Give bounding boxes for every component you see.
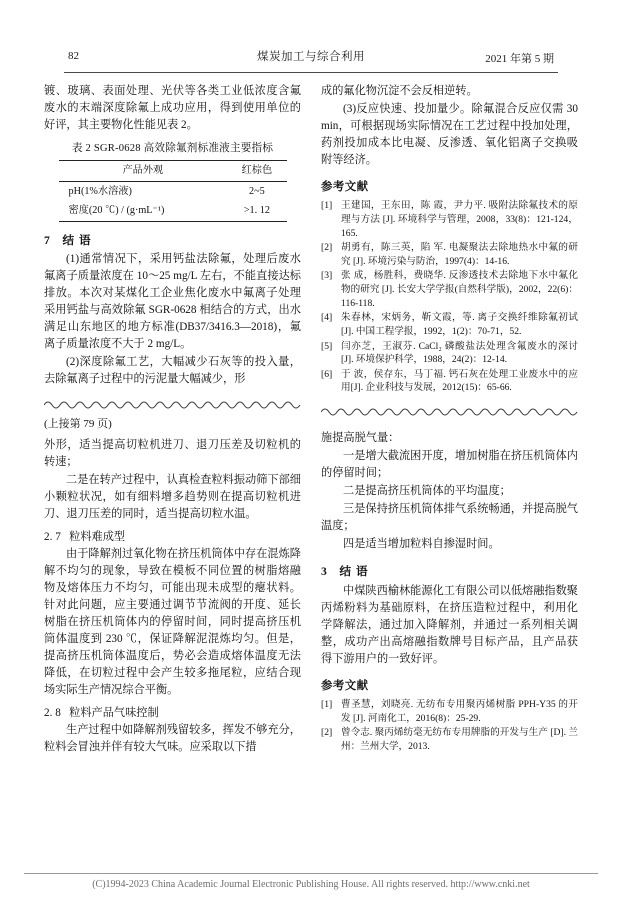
reference-text: 王建国，王东田，陈 霞，尹力平. 吸附法除氟技术的原理与方法 [J]. 环境科学与管理，2008，33(8)：121-124，165.: [341, 200, 578, 239]
references-heading: 参考文献: [321, 181, 369, 194]
reference-text: 曹圣慧，刘晓亮. 无纺布专用聚丙烯树脂 PPH-Y35 的开发 [J]. 河南化工，2016(8)：25-29.: [341, 699, 578, 724]
section-heading-conclusion: [44, 232, 301, 250]
reference-number: [5]: [321, 340, 333, 352]
wave-divider-icon: [44, 398, 301, 410]
section-title: 结 语: [339, 565, 369, 579]
reference-text: 闫亦芝，王淑芬. CaCl₂ 磷酸盐法处理含氟废水的深讨 [J]. 环境保护科学，1988，24(2)：12-14.: [341, 340, 578, 366]
continued-line-4: 三是保持挤压机筒体排气系统畅通，并提高脱气温度；: [321, 503, 578, 533]
reference-text: 朱春林，宋炳务，靳文霞，等. 离子交换纤维除氟初试 [J]. 中国工程学报，1992，1(2)：70-71，52.: [341, 312, 578, 337]
running-head: [44, 48, 578, 70]
table-header-row: [59, 161, 287, 182]
footer-divider: [24, 873, 598, 874]
conclusion-item-1: (1)通常情况下，采用钙盐法除氟，处理后废水氟离子质量浓度在 10～25 mg/L 左右，不能直接达标排放。本次对某煤化工企业焦化废水中氟离子处理采用钙盐与高效除氟 SGR-0628 相结合的方式，出水满足山东地区的地方标准(DB37/3416.3—2018)，氟离子质量浓度不大于 2 mg/L。: [44, 253, 301, 351]
subsection-heading-2-7: [44, 529, 301, 546]
document-page: [0, 48, 622, 904]
article-divider: [321, 405, 578, 417]
table-cell: >1. 12: [227, 201, 286, 221]
reference-item: [321, 698, 578, 725]
reference-number: [1]: [321, 699, 333, 711]
continued-line-5: 四是适当增加粒料自掺湿时间。: [343, 538, 500, 551]
reference-item: [321, 726, 578, 753]
table-caption: 表 2 SGR-0628 高效除氟剂标准液主要指标: [71, 143, 274, 155]
table-header-cell-0: 产品外观: [59, 161, 228, 182]
table-row: [59, 181, 287, 201]
continued-paragraph-2: 二是在转产过程中，认真检查粒料振动筛下部细小颗粒状况，如有细料增多趋势则在提高切粒机进刀、退刀压差的同时，适当提高切粒水温。: [44, 474, 301, 521]
left-column: [44, 83, 301, 757]
conclusion-body: 中煤陕西榆林能源化工有限公司以低熔融指数聚丙烯粉料为基础原料，在挤压造粒过程中，利用化学降解法，通过加入降解剂，并通过一系列相关调整，成功产出高熔融指数牌号目标产品，且产品获得下游用户的一致好评。: [321, 584, 578, 665]
copyright-text: (C)1994-2023 China Academic Journal Electronic Publishing House. All rights reserved. http://www.cnki.net: [92, 879, 530, 890]
continued-line-1: 施提高脱气量：: [321, 431, 400, 444]
right-column: [321, 83, 578, 757]
reference-number: [6]: [321, 368, 333, 380]
reference-item: [321, 241, 578, 268]
reference-item: [321, 199, 578, 240]
wave-divider-icon: [321, 405, 578, 417]
references-list: [321, 199, 578, 395]
table-cell: 密度(20 ℃) / (g·mL⁻¹): [59, 201, 228, 221]
subsection-title: 粒料产品气味控制: [69, 707, 159, 720]
reference-item: [321, 368, 578, 395]
spec-table: [59, 160, 287, 222]
reference-text: 曾令志. 聚丙烯纺毫无纺布专用牌脂的开发与生产 [D]. 兰州：兰州大学，2013.: [341, 727, 578, 752]
table-header-cell-1: 红棕色: [227, 161, 286, 182]
table-cell: pH(1%水溶液): [68, 185, 132, 197]
reference-number: [3]: [321, 270, 333, 282]
reference-number: [2]: [321, 242, 333, 254]
right-top-paragraph: 成的氟化物沉淀不会反相逆转。: [321, 85, 478, 97]
reference-item: [321, 311, 578, 338]
continued-from-note: (上接第 79 页): [44, 418, 112, 431]
issue-label: 2021 年第 5 期: [485, 53, 554, 65]
reference-number: [4]: [321, 312, 333, 324]
left-top-paragraph: 镀、玻璃、表面处理、光伏等各类工业低浓度含氟废水的末端深度除氟上成功应用，得到使用单位的好评，其主要物化性能见表 2。: [44, 85, 301, 132]
reference-item: [321, 269, 578, 310]
continued-paragraph-1: 外形，适当提高切粒机进刀、退刀压差及切粒机的转速；: [44, 439, 301, 469]
subsection-title: 粒料难成型: [69, 531, 126, 544]
subsection-number: 2. 8: [44, 707, 61, 720]
subsection-number: 2. 7: [44, 531, 61, 544]
section-number: 7: [44, 233, 51, 247]
two-column-body: [44, 83, 578, 757]
reference-item: [321, 340, 578, 367]
table-row: [59, 201, 287, 221]
reference-number: [2]: [321, 727, 333, 739]
subsection-body-2-8: 生产过程中如降解剂残留较多，挥发不够充分，粒料会冒浊并伴有较大气味。应采取以下措: [44, 724, 301, 754]
continued-line-3: 二是提高挤压机筒体的平均温度；: [343, 484, 511, 497]
reference-number: [1]: [321, 200, 333, 212]
article-divider: [44, 398, 301, 410]
footer: [0, 873, 622, 890]
header-divider: [64, 72, 558, 73]
reference-text: 胡勇有，陈三英，陷 军. 电凝聚法去除地热水中氟的研究 [J]. 环境污染与防治，1997(4)：14-16.: [341, 242, 578, 267]
reference-text: 张 成，杨胜科，费晓华. 反渗透技术去除地下水中氟化物的研究 [J]. 长安大学学报(自然科学版)，2002，22(6)：116-118.: [341, 270, 578, 309]
continued-line-2: 一是增大截流困开度，增加树脂在挤压机筒体内的停留时间；: [321, 449, 578, 479]
conclusion-item-2: (2)深度除氟工艺，大幅减少石灰等的投入量，去除氟离子过程中的污泥量大幅减少，形: [44, 356, 301, 386]
reference-text: 于 波，侯存东，马丁福. 钙石灰在处理工业废水中的应用[J]. 企业科技与发展，2012(15)：65-66.: [341, 368, 578, 394]
section-heading-conclusion-2: [321, 563, 578, 581]
references-list-2: [321, 698, 578, 753]
section-number: 3: [321, 565, 328, 579]
conclusion-item-3: (3)反应快速、投加量少。除氟混合反应仅需 30 min，可根据现场实际情况在工艺过程中投加处理，药剂投加成本比电凝、反渗透、氧化铝离子交换吸附等经济。: [321, 103, 578, 167]
journal-title: 煤炭加工与综合利用: [257, 51, 365, 63]
page-number: 82: [68, 50, 79, 62]
section-title: 结 语: [62, 233, 92, 247]
table-cell: 2~5: [249, 185, 265, 197]
references-heading-2: 参考文献: [321, 679, 369, 692]
subsection-heading-2-8: [44, 705, 301, 722]
subsection-body-2-7: 由于降解剂过氧化物在挤压机筒体中存在混炼降解不均匀的现象，导致在模板不同位置的树脂熔融物及熔体压力不均匀，可能出现未成型的瘪状料。针对此问题，应主要通过调节节流阀的开度、延长树脂在挤压机筒体内的停留时间，同时提高挤压机筒体温度到 230 ℃，保证降解泥混炼均匀。但是，提高挤压机筒体温度后，势必会造成熔体温度无法降低，在切粒过程中会产生较多拖尾粒，应结合现场实际生产情况综合平衡。: [44, 548, 301, 697]
